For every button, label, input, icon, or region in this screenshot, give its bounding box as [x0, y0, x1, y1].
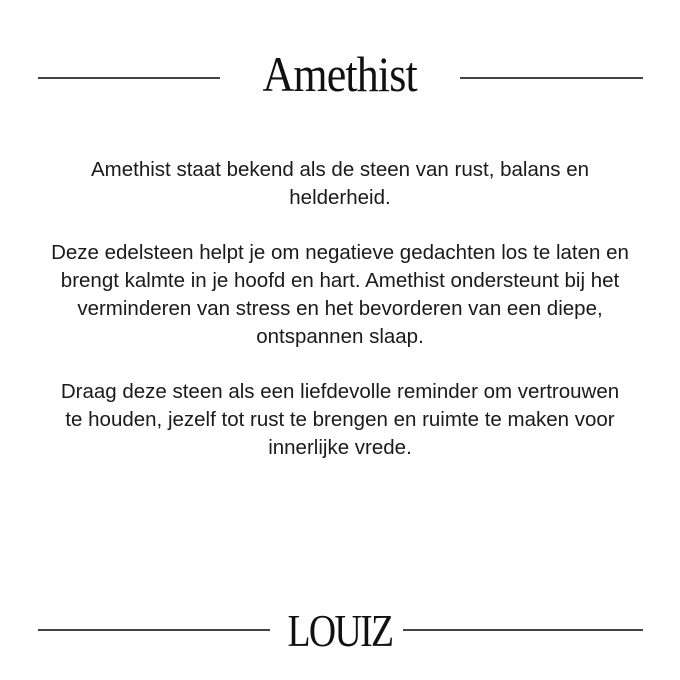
paragraph-intro: Amethist staat bekend als de steen van rust, balans en helderheid. — [91, 158, 589, 209]
brand-logo-text: LOUIZ — [287, 605, 393, 656]
page-title — [0, 44, 680, 104]
description — [40, 156, 640, 489]
paragraph-reminder: Draag deze steen als een liefdevolle reminder om vertrouwen te houden, jezelf tot rust te brengen en ruimte te maken voor innerlijke vrede. — [60, 380, 620, 459]
page-title-text: Amethist — [262, 46, 418, 102]
paragraph-benefits: Deze edelsteen helpt je om negatieve gedachten los te laten en brengt kalmte in je hoofd en hart. Amethist ondersteunt bij het verminderen van stress en het bevorderen van een diepe, ontspannen slaap. — [51, 241, 629, 348]
brand-logo — [0, 606, 680, 656]
